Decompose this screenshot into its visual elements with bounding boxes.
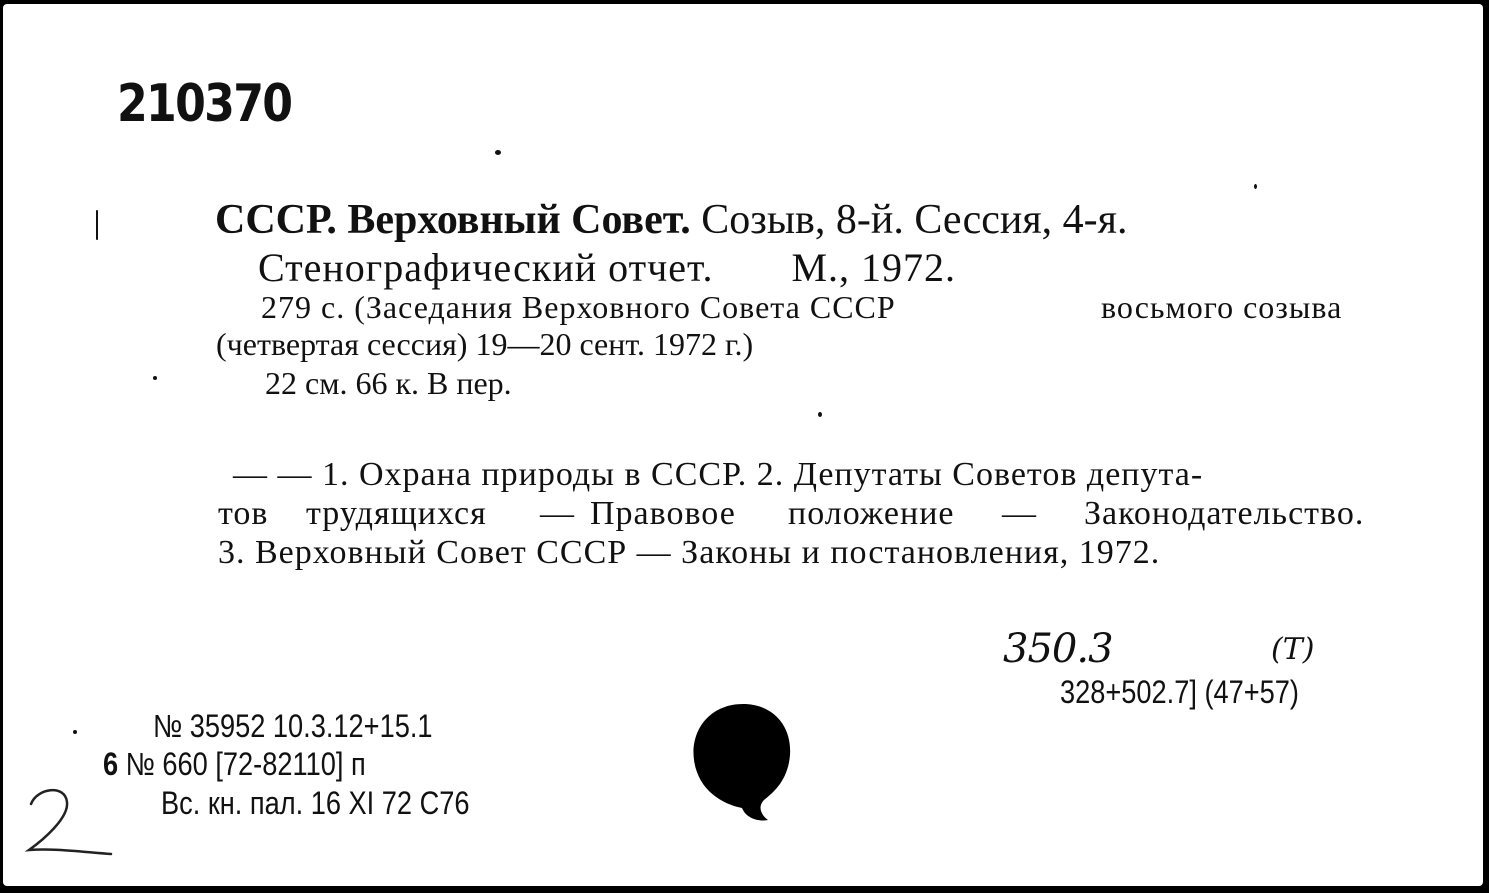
- handwritten-numeral-2: [23, 782, 118, 862]
- handwritten-class-number: 350.3: [1003, 626, 1113, 672]
- print-number-line: № 35952 10.3.12+15.1: [153, 708, 433, 744]
- accession-number: 210370: [117, 74, 292, 134]
- order-line: [103, 746, 366, 783]
- heading-line: [215, 196, 1127, 244]
- classification-index: 328+502.7] (47+57): [1060, 674, 1299, 710]
- order-text: № 660 [72-82110] п: [118, 746, 366, 782]
- subject-word: —: [1002, 495, 1037, 532]
- title: Стенографический отчет.: [258, 245, 714, 290]
- subject-word: трудящихся: [306, 495, 487, 532]
- chamber-line: Вс. кн. пал. 16 XI 72 С76: [161, 785, 470, 821]
- subject-word: —: [540, 495, 575, 532]
- speck: [818, 412, 822, 417]
- subjects-line-3: 3. Верховный Совет СССР — Законы и постановления, 1972.: [218, 534, 1161, 571]
- heading-rest: Созыв, 8-й. Сессия, 4-я.: [690, 197, 1128, 243]
- ink-blot: [688, 700, 798, 825]
- handwritten-mark: (Т): [1271, 632, 1315, 667]
- speck: [1254, 184, 1257, 189]
- collation-line-2: (четвертая сессия) 19—20 сент. 1972 г.): [216, 326, 754, 362]
- collation-line-1: 279 с. (Заседания Верховного Совета СССР: [261, 289, 896, 325]
- speck: [73, 730, 77, 734]
- print-bold-number: 6: [103, 746, 119, 782]
- speck: [495, 150, 501, 155]
- subject-word: тов: [218, 495, 269, 532]
- subject-word: положение: [788, 495, 955, 532]
- catalog-card: [3, 4, 1483, 886]
- collation-line-3: 22 см. 66 к. В пер.: [265, 365, 512, 401]
- speck: [153, 376, 157, 380]
- subjects-line-1: — — 1. Охрана природы в СССР. 2. Депутаты Советов депута-: [233, 456, 1204, 493]
- subject-word: Правовое: [590, 495, 736, 532]
- margin-mark: [96, 210, 98, 240]
- imprint: М., 1972.: [791, 245, 957, 290]
- subject-word: Законодательство.: [1084, 495, 1365, 532]
- collation-line-1-end: восьмого созыва: [1101, 289, 1343, 325]
- title-line: [258, 244, 956, 291]
- corporate-heading: СССР. Верховный Совет.: [215, 197, 691, 243]
